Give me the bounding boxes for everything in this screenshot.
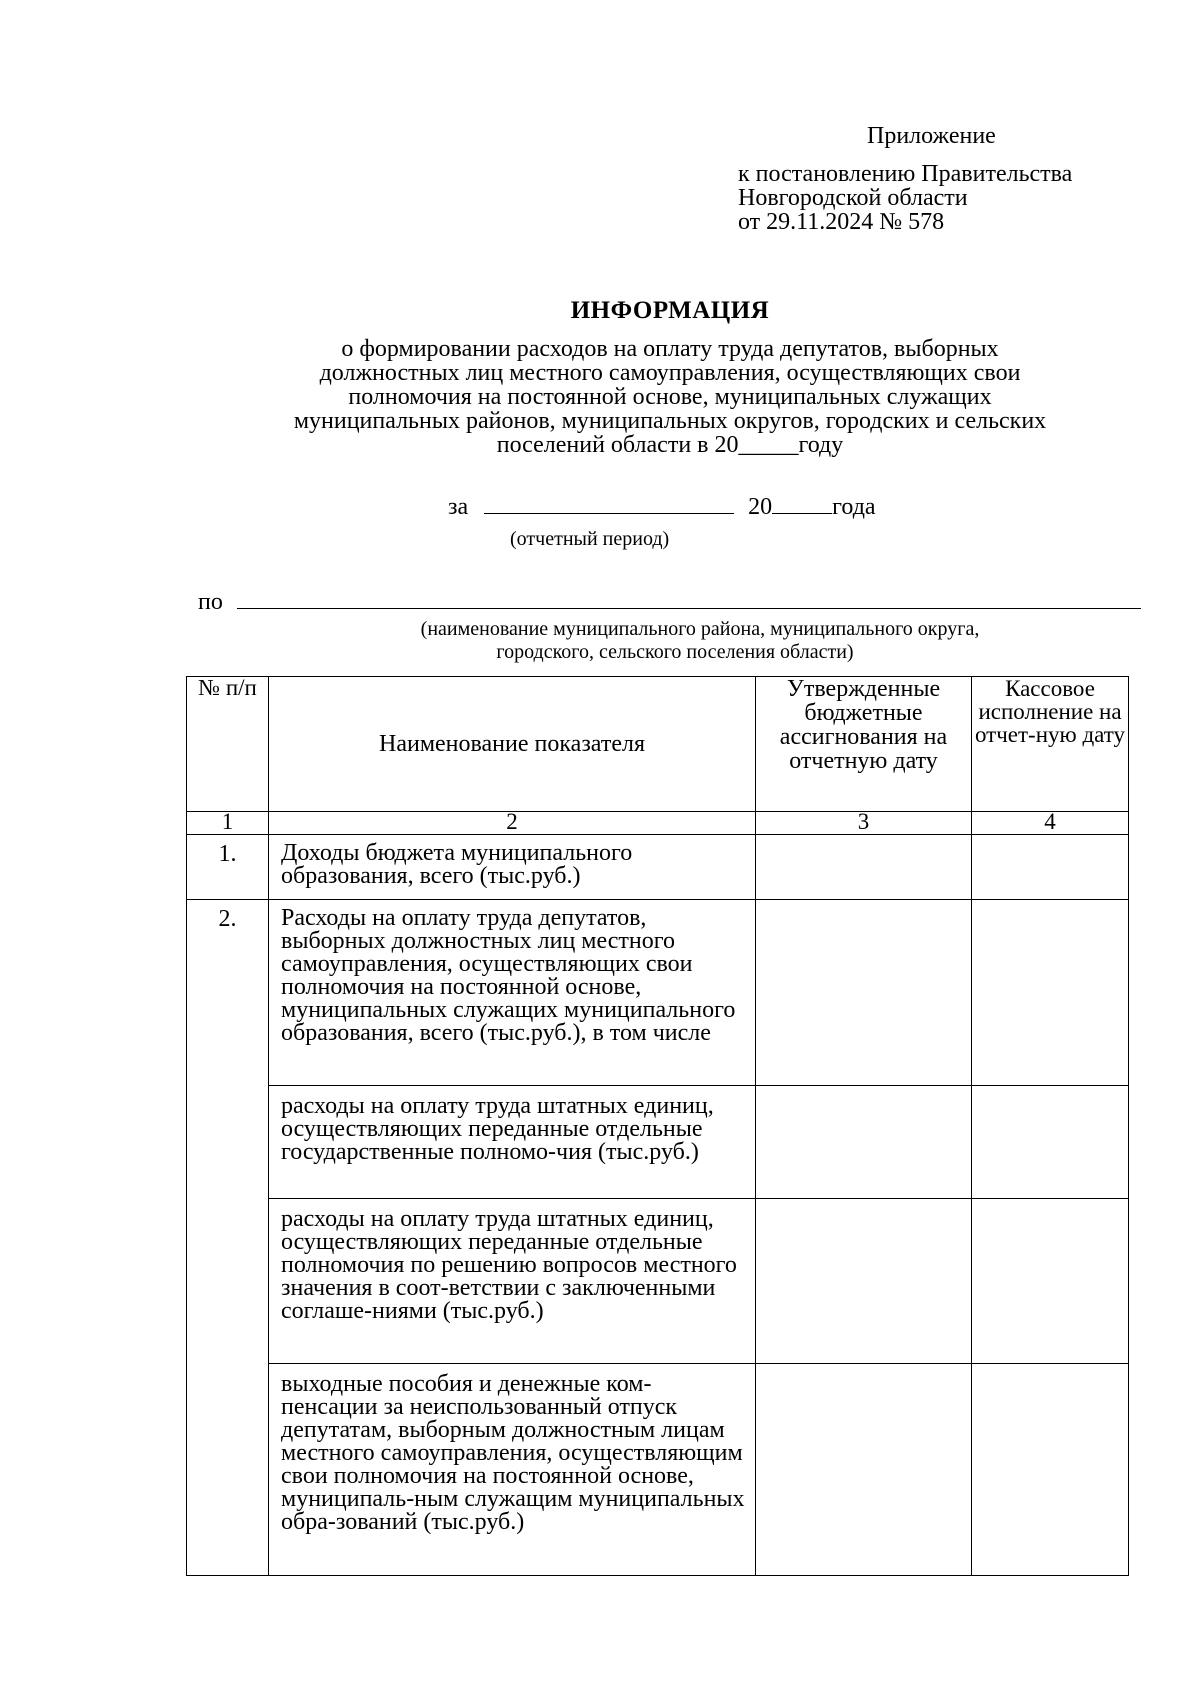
row-name: Доходы бюджета муниципального образования, всего (тыс.руб.) [269, 835, 756, 900]
cash-cell[interactable] [972, 1364, 1129, 1576]
cash-cell[interactable] [972, 1086, 1129, 1199]
table-row [187, 1086, 1129, 1199]
approved-cell[interactable] [756, 835, 972, 900]
column-number: 1 [187, 812, 269, 835]
table-row [187, 900, 1129, 1086]
header-cash: Кассовое исполнение на отчет-ную дату [972, 677, 1129, 812]
period-blank-field[interactable] [484, 495, 734, 514]
table-header-row [187, 677, 1129, 812]
subtitle-line: поселений области в 20_____году [496, 432, 844, 458]
row-number: 2. [187, 900, 269, 1576]
municipality-caption [0, 618, 1200, 664]
period-prefix: за [448, 494, 469, 520]
header-approved: Утвержденные бюджетные ассигнования на отчетную дату [756, 677, 972, 812]
column-number: 3 [756, 812, 972, 835]
document-title: ИНФОРМАЦИЯ [570, 297, 770, 324]
period-suffix: года [832, 494, 876, 520]
municipality-caption-line: городского, сельского поселения области) [496, 641, 854, 663]
approved-cell[interactable] [756, 900, 972, 1086]
appendix-line: Новгородской области [738, 185, 968, 211]
approved-cell[interactable] [756, 1086, 972, 1199]
subtitle-line: должностных лиц местного самоуправления, осуществляющих свои [319, 360, 1021, 386]
column-number-row [187, 812, 1129, 835]
appendix-title: Приложение [867, 123, 996, 149]
cash-cell[interactable] [972, 835, 1129, 900]
reporting-period-line [448, 495, 876, 519]
period-caption: (отчетный период) [510, 528, 670, 550]
table-row [187, 1199, 1129, 1364]
header-num: № п/п [187, 677, 269, 812]
approved-cell[interactable] [756, 1199, 972, 1364]
appendix-line: к постановлению Правительства [738, 161, 1073, 187]
municipality-line [198, 590, 1141, 614]
row-name: выходные пособия и денежные ком-пенсации за неиспользованный отпуск депутатам, выборным должностным лицам местного самоуправления, осуществляющим свои полномочия на постоянной основе, муниципаль-ным служащим муниципальных обра-зований (тыс.руб.) [269, 1364, 756, 1576]
approved-cell[interactable] [756, 1364, 972, 1576]
row-name: расходы на оплату труда штатных единиц, осуществляющих переданные отдельные полномочия по решению вопросов местного значения в соот-ветствии с заключенными соглаше-ниями (тыс.руб.) [269, 1199, 756, 1364]
row-name: расходы на оплату труда штатных единиц, осуществляющих переданные отдельные государственные полномо-чия (тыс.руб.) [269, 1086, 756, 1199]
period-year-prefix: 20 [748, 494, 773, 520]
row-number: 1. [187, 835, 269, 900]
header-name: Наименование показателя [269, 677, 756, 812]
indicators-table [186, 676, 1129, 1576]
subtitle-line: о формировании расходов на оплату труда депутатов, выборных [341, 336, 999, 362]
document-subtitle [0, 337, 1200, 457]
cash-cell[interactable] [972, 1199, 1129, 1364]
appendix-block [738, 124, 1072, 234]
column-number: 4 [972, 812, 1129, 835]
column-number: 2 [269, 812, 756, 835]
municipality-blank-field[interactable] [237, 590, 1141, 609]
municipality-caption-line: (наименование муниципального района, муниципального округа, [420, 618, 980, 640]
subtitle-line: муниципальных районов, муниципальных округов, городских и сельских [293, 408, 1047, 434]
table-row [187, 1364, 1129, 1576]
municipality-prefix: по [198, 589, 223, 615]
cash-cell[interactable] [972, 900, 1129, 1086]
row-name: Расходы на оплату труда депутатов, выборных должностных лиц местного самоуправления, осуществляющих свои полномочия на постоянной основе, муниципальных служащих муниципального образования, всего (тыс.руб.), в том числе [269, 900, 756, 1086]
subtitle-line: полномочия на постоянной основе, муниципальных служащих [348, 384, 992, 410]
period-year-blank-field[interactable] [772, 495, 832, 514]
appendix-line: от 29.11.2024 № 578 [738, 209, 945, 235]
table-row [187, 835, 1129, 900]
